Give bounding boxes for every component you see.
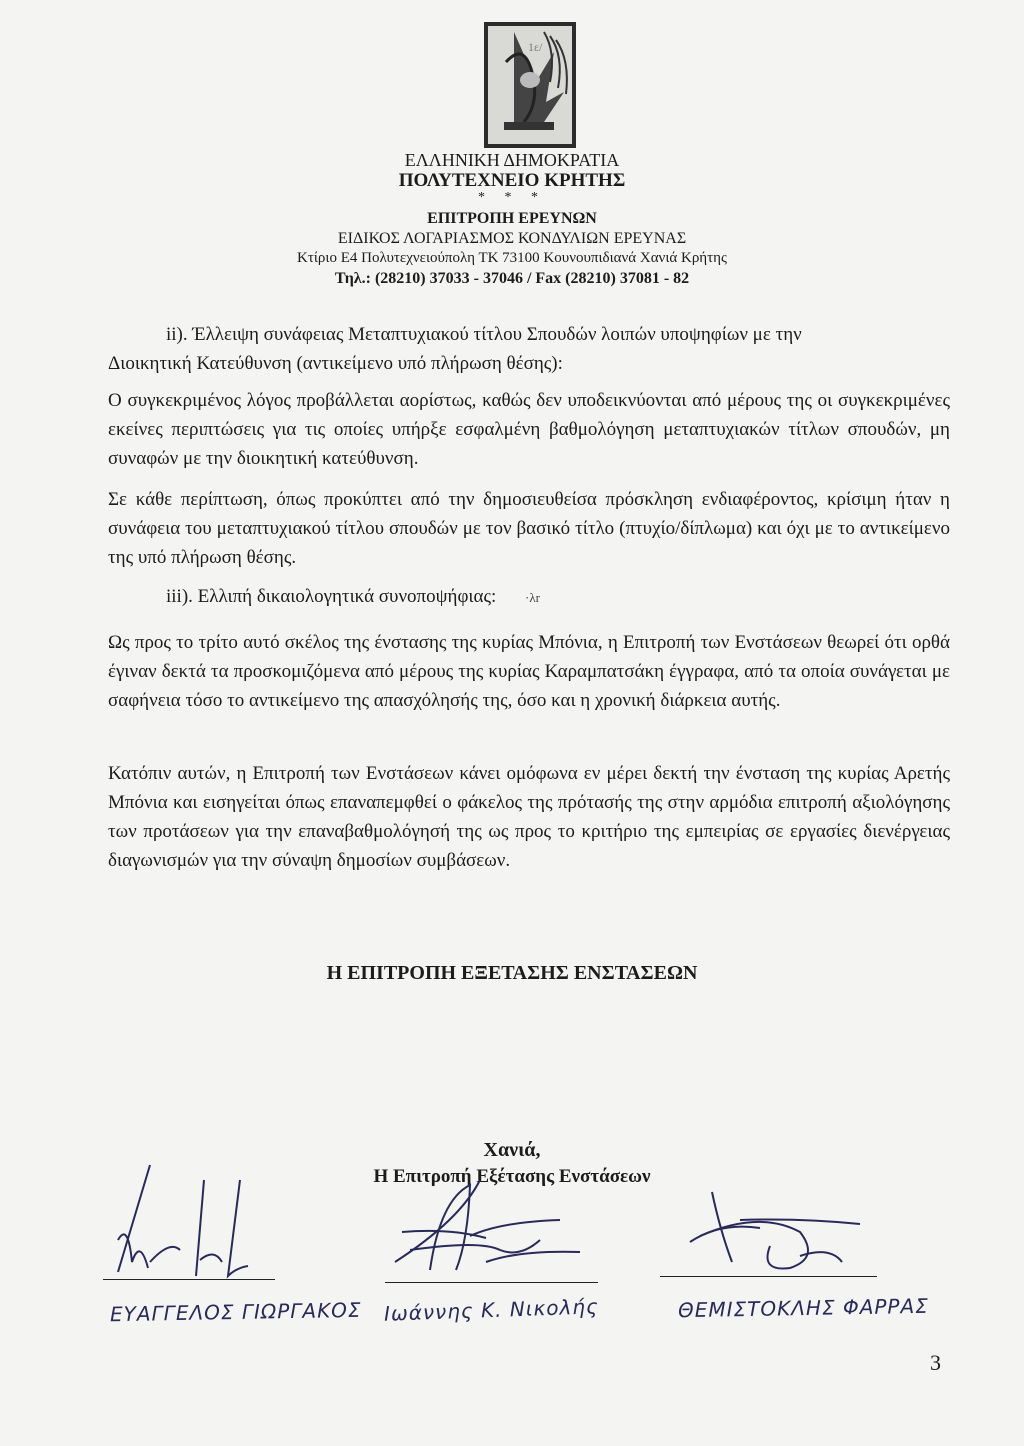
item-iii-mark: ·λr [525, 590, 541, 605]
header-university: ΠΟΛΥΤΕΧΝΕΙΟ ΚΡΗΤΗΣ [398, 170, 626, 191]
page-number: 3 [930, 1350, 941, 1375]
paragraph-item-ii [108, 320, 950, 378]
item-ii-line2: Διοικητική Κατεύθυνση (αντικείμενο υπό πλήρωση θέσης): [108, 353, 563, 374]
logo-stamp-mark: 1ε/ [528, 40, 543, 54]
signature-2-icon [395, 1180, 580, 1270]
signer-name-1: ΕΥΑΓΓΕΛΟΣ ΓΙΩΡΓΑΚΟΣ [109, 1297, 362, 1327]
committee-title: Η ΕΠΙΤΡΟΠΗ ΕΞΕΤΑΣΗΣ ΕΝΣΤΑΣΕΩΝ [326, 962, 698, 984]
signer-name-2: Ιωάννης Κ. Νικολής [383, 1294, 600, 1326]
paragraph-relevance: Σε κάθε περίπτωση, όπως προκύπτει από την δημοσιευθείσα πρόσκληση ενδιαφέροντος, κρίσιμη ήταν η συνάφεια του μεταπτυχιακού τίτλου σπουδών με τον βασικό τίτλο (πτυχίο/δίπλωμα) και όχι με το αντικείμενο της υπό πλήρωση θέσης. [108, 489, 950, 568]
signature-line-1 [103, 1279, 275, 1280]
header-republic: ΕΛΛΗΝΙΚΗ ΔΗΜΟΚΡΑΤΙΑ [404, 150, 620, 170]
header-contact: Τηλ.: (28210) 37033 - 37046 / Fax (28210) 37081 - 82 [334, 270, 690, 287]
header-address: Κτίριο Ε4 Πολυτεχνειούπολη ΤΚ 73100 Κουνουπιδιανά Χανιά Κρήτης [297, 250, 727, 266]
signer-name-3: ΘΕΜΙΣΤΟΚΛΗΣ ΦΑΡΡΑΣ [677, 1293, 930, 1323]
paragraph-item-iii [166, 586, 540, 608]
paragraph-conclusion: Κατόπιν αυτών, η Επιτροπή των Ενστάσεων κάνει ομόφωνα εν μέρει δεκτή την ένσταση της κυρίας Αρετής Μπόνια και εισηγείται όπως επαναπεμφθεί ο φάκελος της πρότασής της στην αρμόδια επιτροπή αξιολόγησης των προτάσεων για την επαναβαθμολόγησή της ως προς το κριτήριο της εμπειρίας σε εργασίες διενέργειας διαγωνισμών για την σύναψη δημοσίων συμβάσεων. [108, 763, 950, 871]
signature-line-3 [660, 1276, 877, 1277]
signers-line: Η Επιτροπή Εξέτασης Ενστάσεων [373, 1166, 651, 1187]
paragraph-third-part: Ως προς το τρίτο αυτό σκέλος της ένστασης της κυρίας Μπόνια, η Επιτροπή των Ενστάσεων θεωρεί ότι ορθά έγιναν δεκτά τα προσκομιζόμενα από μέρους της κυρίας Καραμπατσάκη έγγραφα, από τα οποία συνάγεται με σαφήνεια τόσο το αντικείμενο της απασχόλησής της, όσο και η χρονική διάρκεια αυτής. [108, 632, 950, 711]
header-account: ΕΙΔΙΚΟΣ ΛΟΓΑΡΙΑΣΜΟΣ ΚΟΝΔΥΛΙΩΝ ΕΡΕΥΝΑΣ [337, 230, 687, 247]
place-line: Χανιά, [483, 1139, 541, 1161]
item-iii-text: iii). Ελλιπή δικαιολογητικά συνοποψήφιας: [166, 586, 497, 607]
paragraph-vague-claim: Ο συγκεκριμένος λόγος προβάλλεται αορίστως, καθώς δεν υποδεικνύονται από μέρους της οι συγκεκριμένες εκείνες περιπτώσεις για τις οποίες υπήρξε εσφαλμένη βαθμολόγηση μεταπτυχιακών τίτλων σπουδών, μη συναφών με την διοικητική κατεύθυνση. [108, 390, 950, 469]
header-stars: * * * [478, 190, 546, 205]
signature-line-2 [385, 1282, 598, 1283]
header-committee: ΕΠΙΤΡΟΠΗ ΕΡΕΥΝΩΝ [427, 210, 597, 227]
signature-3-icon [690, 1192, 860, 1269]
item-ii-line1: ii). Έλλειψη συνάφειας Μεταπτυχιακού τίτλου Σπουδών λοιπών υποψηφίων με την [166, 324, 802, 345]
